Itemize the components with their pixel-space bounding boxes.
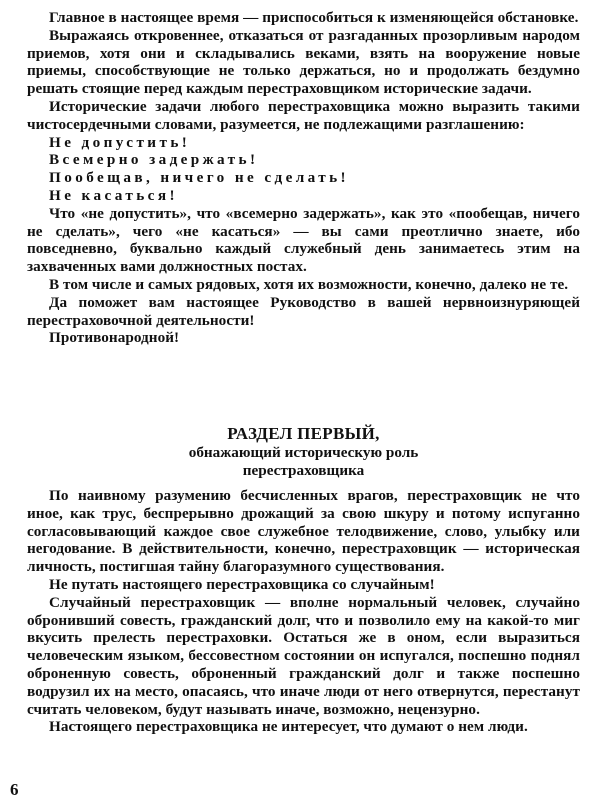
spaced-slogan: Не допустить! [49, 133, 191, 151]
paragraph: Противонародной! [49, 329, 180, 347]
paragraph: Случайный перестраховщик — вполне нормальный человек, случайно обронивший совесть, гражданский долг, что и позволило ему на какой-то миг вкусить прелесть перестраховки. Остаться же в оном, если выразиться человеческим языком, бессовестном состоянии он испугался, поспешно поднял оброненную совесть, оброненный гражданский долг и также поспешно водрузил их на место, опасаясь, что иначе люди от него отвернутся, перестанут считать человеком, будут называть иначе, возможно, нецензурно. [27, 593, 580, 718]
paragraph: Настоящего перестраховщика не интересует, что думают о нем люди. [49, 718, 528, 736]
paragraph: Не путать настоящего перестраховщика со случайным! [49, 575, 435, 593]
paragraph: Исторические задачи любого перестраховщика можно выразить такими чистосердечными словами, разумеется, не подлежащими разглашению: [27, 97, 580, 133]
paragraph: Выражаясь откровеннее, отказаться от разгаданных прозорливым народом приемов, хотя они и складывались веками, взять на вооружение новые приемы, способствующие не только держаться, но и продолжать бездумно решать стоящие перед каждым перестраховщиком исторические задачи. [27, 26, 580, 98]
intro-text-block [27, 9, 580, 347]
paragraph: Что «не допустить», что «всемерно задержать», как это «пообещав, ничего не сделать», чего «не касаться» — вы сами преотлично знаете, ибо повседневно, буквально каждый служебный день занимаетесь этим на захваченных вами должностных постах. [27, 204, 580, 276]
paragraph: По наивному разумению бесчисленных врагов, перестраховщик не что иное, как трус, беспрерывно дрожащий за свою шкуру и потому испуганно согласовывающий каждое свое служебное телодвижение, слово, улыбку или негодование. В действительности, конечно, перестраховщик — историческая личность, постигшая тайну благоразумного существования. [27, 487, 580, 576]
section-body-text [27, 487, 580, 736]
spaced-slogan: Не касаться! [49, 186, 178, 204]
section-subtitle-line-1: обнажающий историческую роль [188, 444, 419, 461]
paragraph: В том числе и самых рядовых, хотя их возможности, конечно, далеко не те. [49, 275, 569, 293]
page-number: 6 [10, 780, 19, 799]
paragraph: Да поможет вам настоящее Руководство в вашей нервноизнуряющей перестраховочной деятельности! [27, 293, 580, 329]
paragraph: Главное в настоящее время — приспособиться к изменяющейся обстановке. [49, 9, 579, 26]
spaced-slogan: Всемерно задержать! [49, 151, 259, 169]
section-subtitle-line-2: перестраховщика [242, 461, 365, 479]
section-title: РАЗДЕЛ ПЕРВЫЙ, [227, 424, 380, 443]
spaced-slogan: Пообещав, ничего не сделать! [49, 169, 349, 187]
section-heading [27, 423, 580, 479]
